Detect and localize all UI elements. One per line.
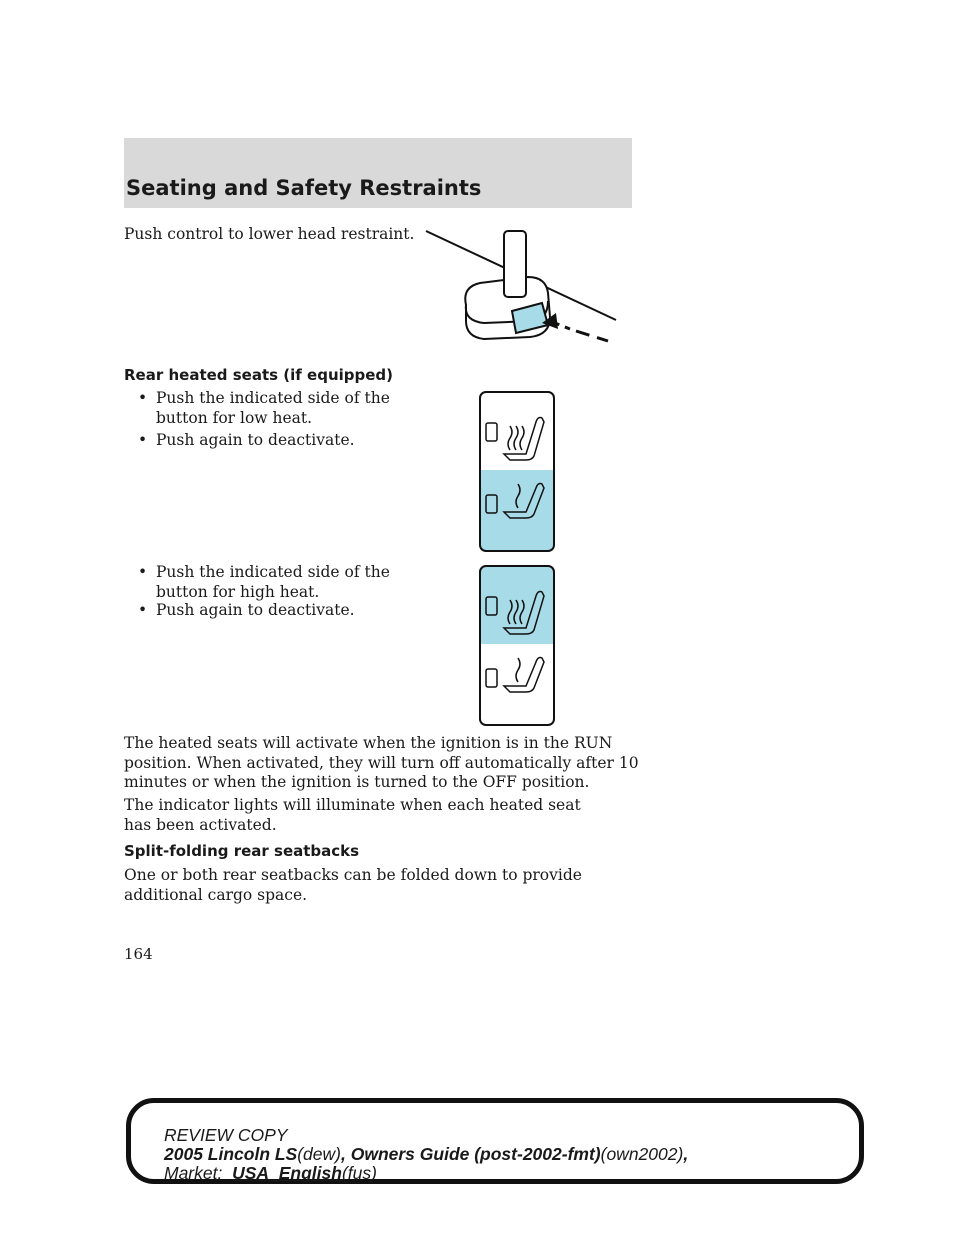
bullet-text: Push again to deactivate. (156, 601, 355, 619)
footer-market-code: (fus) (341, 1163, 377, 1183)
head-restraint-text: Push control to lower head restraint. (124, 225, 415, 243)
high-heat-bullet-2 (124, 601, 416, 621)
bullet-dot: • (138, 389, 148, 407)
rear-heated-seats-heading: Rear heated seats (if equipped) (124, 366, 394, 384)
section-title: Seating and Safety Restraints (126, 176, 482, 200)
indicator-lights-text: The indicator lights will illuminate when each heated seat has been activated. (124, 796, 581, 834)
bullet-dot: • (138, 601, 148, 619)
low-heat-bullet-1 (124, 389, 416, 428)
footer-comma: , (683, 1144, 689, 1164)
split-folding-heading: Split-folding rear seatbacks (124, 842, 360, 860)
footer-guide-line (164, 1145, 688, 1163)
bullet-text: Push the indicated side of the button for high heat. (156, 563, 390, 601)
bullet-dot: • (138, 563, 148, 581)
head-restraint-illustration (420, 225, 620, 345)
footer-review-copy: REVIEW COPY (164, 1125, 288, 1145)
high-heat-switch-illustration (478, 564, 556, 728)
footer-model-code: (dew) (297, 1144, 341, 1164)
high-heat-bullet-1 (124, 563, 416, 602)
low-heat-bullet-2 (124, 431, 416, 451)
bullet-text: Push again to deactivate. (156, 431, 355, 449)
footer-market-value: USA_English (232, 1163, 342, 1183)
bullet-text: Push the indicated side of the button for low heat. (156, 389, 390, 427)
low-heat-switch-illustration (478, 390, 556, 554)
footer-market-label: Market: (164, 1163, 233, 1183)
heated-seats-activation-text: The heated seats will activate when the ignition is in the RUN position. When activated, they will turn off automatically after 10 minutes or when the ignition is turned to the OFF position. (124, 734, 639, 791)
footer-market-line (164, 1164, 377, 1182)
footer-guide-name: , Owners Guide (post-2002-fmt) (341, 1144, 601, 1164)
footer-guide-code: (own2002) (600, 1144, 684, 1164)
split-folding-text: One or both rear seatbacks can be folded down to provide additional cargo space. (124, 866, 582, 904)
footer-model: 2005 Lincoln LS (164, 1144, 298, 1164)
page-number: 164 (124, 945, 153, 963)
bullet-dot: • (138, 431, 148, 449)
